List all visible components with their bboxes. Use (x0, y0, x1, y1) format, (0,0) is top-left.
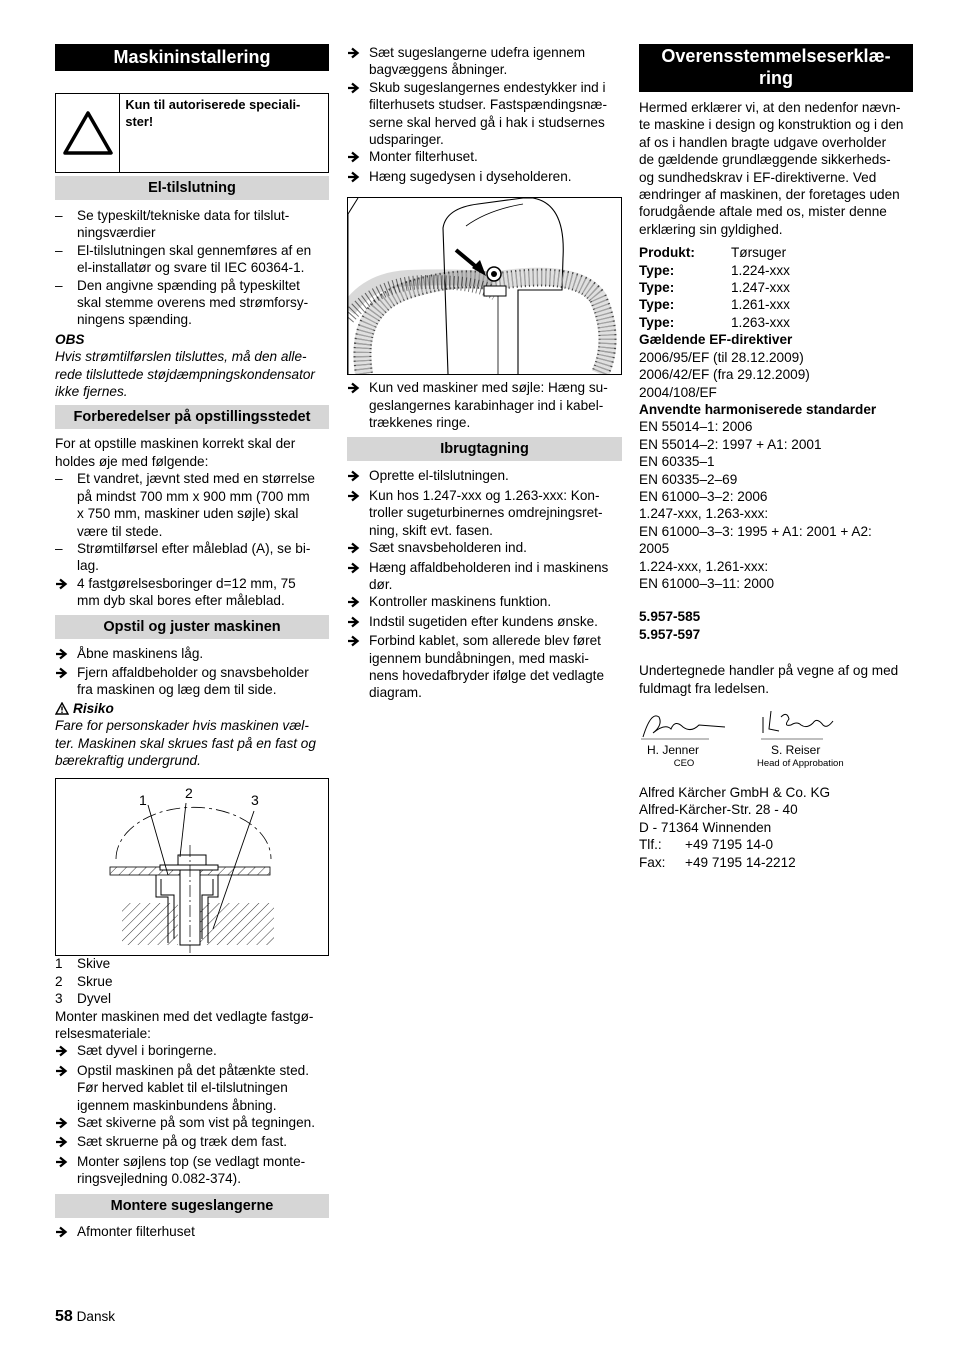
text-line: Opstil maskinen på det påtænkte sted. (77, 1062, 309, 1078)
text-line: ningsværdier (77, 225, 156, 241)
legend-number: 2 (55, 973, 63, 989)
directives-list (639, 349, 913, 401)
list-item-text (77, 1153, 305, 1188)
arrow-step (55, 1114, 329, 1133)
arrow-step (347, 168, 622, 187)
warning-box (55, 93, 329, 173)
text-line: Et vandret, jævnt sted med en størrelse (77, 471, 315, 487)
arrow-icon (347, 539, 369, 558)
legend-number: 1 (55, 956, 63, 972)
legend-text: Skrue (77, 973, 113, 989)
text-line: forudgående aftale med os, mister denne (639, 204, 887, 220)
product-key: Type: (639, 280, 675, 296)
list-item-text (77, 575, 296, 610)
dash-bullet: – (55, 277, 63, 293)
mount-steps (55, 1042, 329, 1187)
list-item-text (369, 487, 602, 539)
text-line: Hermed erklærer vi, at den nedenfor nævn- (639, 100, 901, 115)
risk-triangle-icon (55, 702, 69, 715)
list-item-text (77, 277, 308, 329)
arrow-step (347, 379, 622, 431)
warning-triangle-icon (56, 94, 120, 172)
standards-heading: Anvendte harmoniserede standarder (639, 401, 877, 417)
arrow-icon (347, 168, 369, 187)
legend-item (55, 973, 329, 990)
list-item-text (369, 613, 598, 632)
directives-heading: Gældende EF-direktiver (639, 332, 793, 348)
prep-intro (55, 435, 329, 470)
arrow-icon (55, 664, 77, 699)
text-line: ter. Maskinen skal skrues fast på en fast og (55, 735, 316, 751)
arrow-icon (347, 79, 369, 149)
product-row (639, 279, 913, 296)
text-line: EN 60335–2–69 (639, 471, 738, 487)
text-line: være til stede. (77, 523, 163, 539)
text-line: Hæng affaldbeholderen ind i maskinens (369, 559, 609, 575)
list-item-text (77, 207, 289, 242)
heading-setup-machine: Opstil og juster maskinen (55, 615, 329, 639)
arrow-step (347, 632, 622, 702)
text-line: ringsvejledning 0.082-374). (77, 1171, 241, 1187)
declaration-title-line-2: ring (759, 68, 793, 88)
hose-steps-continued (347, 44, 622, 187)
signer-role-2: Head of Approbation (757, 758, 844, 769)
company-address (639, 784, 913, 836)
signature-jenner-image (639, 707, 729, 741)
standards-list (639, 418, 913, 592)
list-item-text (369, 148, 478, 167)
legend-number: 3 (55, 991, 63, 1007)
text-line: Fare for personskader hvis maskinen væl- (55, 718, 309, 734)
text-line: 2006/42/EF (fra 29.12.2009) (639, 367, 810, 383)
text-line: af os i handlen bragte udgave overholder (639, 134, 887, 150)
text-line: ikke fjernes. (55, 384, 128, 400)
warning-text: Kun til autoriserede speciali-ster! (125, 97, 301, 129)
dash-list-item (55, 540, 329, 575)
arrow-icon (55, 1223, 77, 1242)
signer-name-2: S. Reiser (771, 743, 821, 757)
text-line: Se typeskilt/tekniske data for tilslut- (77, 208, 290, 223)
list-item-text (369, 593, 551, 612)
text-line: Afmonter filterhuset (77, 1223, 195, 1239)
heading-hoses: Montere sugeslangerne (55, 1194, 329, 1218)
figure-legend (55, 955, 329, 1007)
product-value: 1.247-xxx (731, 280, 790, 296)
product-value: 1.261-xxx (731, 297, 790, 313)
text-line: troller sugeturbinernes omdrejningsret- (369, 505, 603, 521)
arrow-step (55, 1062, 329, 1114)
text-line: diagram. (369, 685, 422, 701)
arrow-step (347, 467, 622, 486)
column-hook-step (347, 379, 622, 431)
text-line: D - 71364 Winnenden (639, 819, 772, 835)
arrow-step (55, 575, 329, 610)
list-item-text (77, 1062, 309, 1114)
text-line: Sæt skruerne på og træk dem fast. (77, 1134, 288, 1150)
arrow-icon (347, 467, 369, 486)
mount-intro (55, 1008, 329, 1043)
list-item-text (77, 1133, 287, 1152)
legend-item (55, 990, 329, 1007)
product-key: Produkt: (639, 245, 695, 261)
text-line: fuldmagt fra ledelsen. (639, 680, 769, 696)
risk-label: Risiko (73, 700, 114, 716)
text-line: x 750 mm, maskiner uden søjle) skal (77, 506, 299, 522)
arrow-step (55, 664, 329, 699)
signatures (639, 707, 913, 770)
text-line: EN 55014–2: 1997 + A1: 2001 (639, 436, 822, 452)
text-line: skal stemme overens med strømforsy- (77, 295, 309, 311)
text-line: Fjern affaldbeholder og snavsbeholder (77, 664, 309, 680)
page-footer (55, 1308, 115, 1325)
list-item-text (77, 540, 310, 575)
text-line: Kun ved maskiner med søjle: Hæng su- (369, 380, 608, 396)
text-line: Monter maskinen med det vedlagte fastgø- (55, 1008, 314, 1024)
arrow-icon (55, 1133, 77, 1152)
text-line: EN 61000–3–2: 2006 (639, 488, 768, 504)
product-key: Type: (639, 262, 675, 278)
text-line: geslangernes karabinhager ind i kabel- (369, 397, 604, 413)
el-connection-list (55, 207, 329, 329)
text-line: filterhusets studser. Fastspændingsnæ- (369, 97, 608, 113)
text-line: Den angivne spænding på typeskiltet (77, 277, 300, 293)
risk-text (55, 717, 329, 769)
commissioning-steps (347, 467, 622, 701)
text-line: på mindst 700 mm x 900 mm (700 mm (77, 488, 310, 504)
arrow-icon (347, 593, 369, 612)
column-1 (55, 44, 329, 1242)
prep-arrow-step (55, 575, 329, 610)
text-line: serne skal herved gå i hak i studsernes (369, 114, 605, 130)
declaration-title-line-1: Overensstemmelseserklæ- (661, 46, 891, 66)
arrow-step (347, 559, 622, 594)
contact-key: Fax: (639, 854, 666, 870)
arrow-step (55, 1042, 329, 1061)
text-line: Åbne maskinens låg. (77, 645, 204, 661)
arrow-step (55, 645, 329, 664)
list-item-text (77, 1114, 315, 1133)
dash-list-item (55, 470, 329, 540)
text-line: mm dyb skal bores efter måleblad. (77, 593, 285, 609)
legend-text: Dyvel (77, 991, 111, 1007)
list-item-text (369, 559, 608, 594)
page-number: 58 (55, 1308, 73, 1325)
text-line: 2006/95/EF (til 28.12.2009) (639, 349, 804, 365)
signer-role-1: CEO (673, 758, 695, 769)
text-line: igennem bundåbningen, med maski- (369, 650, 589, 666)
list-item-text (77, 664, 309, 699)
text-line: 4 fastgørelsesboringer d=12 mm, 75 (77, 575, 296, 591)
obs-text (55, 348, 329, 400)
contact-row (639, 854, 913, 871)
figure-label-1: 1 (139, 792, 147, 809)
text-line: Undertegnede handler på vegne af og med (639, 663, 899, 679)
text-line: og sundhedskrav i EF-direktiverne. Ved (639, 169, 877, 185)
arrow-icon (55, 1114, 77, 1133)
arrow-step (347, 539, 622, 558)
list-item-text (369, 539, 527, 558)
text-line: de gældende grundlæggende sikkerheds- (639, 152, 891, 168)
text-line: trækkenes ringe. (369, 415, 471, 431)
column-3 (639, 44, 913, 871)
hose-steps (55, 1223, 329, 1242)
product-value: Tørsuger (731, 245, 787, 261)
arrow-step (347, 593, 622, 612)
text-line: Hæng sugedysen i dyseholderen. (369, 168, 572, 184)
hose-figure (347, 197, 622, 375)
heading-el-connection: El-tilslutning (55, 176, 329, 200)
list-item-text (369, 632, 604, 702)
prep-dash-list (55, 470, 329, 574)
text-line: Alfred-Kärcher-Str. 28 - 40 (639, 802, 798, 818)
product-list (639, 244, 913, 331)
arrow-step (55, 1153, 329, 1188)
text-line: bærekraftig undergrund. (55, 752, 201, 768)
obs-label: OBS (55, 331, 85, 347)
text-line: ning, skift evt. fasen. (369, 522, 493, 538)
arrow-step (55, 1223, 329, 1242)
arrow-icon (347, 44, 369, 79)
text-line: holdes øje med følgende: (55, 453, 209, 469)
text-line: 2004/108/EF (639, 384, 717, 400)
text-line: EN 55014–1: 2006 (639, 419, 753, 435)
list-item-text (77, 242, 311, 277)
contact-key: Tlf.: (639, 837, 662, 853)
arrow-icon (55, 575, 77, 610)
dash-list-item (55, 242, 329, 277)
page-language: Dansk (76, 1309, 116, 1324)
text-line: Hvis strømtilførslen tilsluttes, må den alle- (55, 349, 307, 365)
list-item-text (77, 470, 315, 540)
part-number-1: 5.957-585 (639, 609, 701, 625)
text-line: EN 61000–3–3: 1995 + A1: 2001 + A2: (639, 523, 872, 539)
legend-text: Skive (77, 956, 111, 972)
arrow-icon (347, 632, 369, 702)
text-line: EN 60335–1 (639, 454, 715, 470)
text-line: Sæt sugeslangerne udefra igennem (369, 45, 586, 60)
text-line: 1.247-xxx, 1.263-xxx: (639, 506, 769, 522)
legend-item (55, 955, 329, 972)
text-line: 1.224-xxx, 1.261-xxx: (639, 558, 769, 574)
figure-label-3: 3 (251, 792, 259, 809)
list-item-text (369, 44, 585, 79)
arrow-step (55, 1133, 329, 1152)
product-row (639, 244, 913, 261)
dash-bullet: – (55, 242, 63, 258)
text-line: te maskine i design og konstruktion og i den (639, 117, 904, 133)
part-number-2: 5.957-597 (639, 626, 701, 642)
product-key: Type: (639, 297, 675, 313)
text-line: rede tilsluttede støjdæmpningskondensator (55, 366, 315, 382)
list-item-text (369, 379, 608, 431)
text-line: Sæt snavsbeholderen ind. (369, 540, 527, 556)
heading-commissioning: Ibrugtagning (347, 437, 622, 461)
product-value: 1.224-xxx (731, 262, 790, 278)
text-line: Kontroller maskinens funktion. (369, 594, 552, 610)
text-line: ændringer af maskinen, der foretages uden (639, 187, 900, 203)
arrow-step (347, 44, 622, 79)
text-line: Monter søjlens top (se vedlagt monte- (77, 1153, 306, 1169)
text-line: El-tilslutningen skal gennemføres af en (77, 242, 312, 258)
product-key: Type: (639, 314, 675, 330)
text-line: udsparinger. (369, 132, 444, 148)
list-item-text (77, 1223, 195, 1242)
product-row (639, 262, 913, 279)
text-line: Sæt skiverne på som vist på tegningen. (77, 1115, 316, 1131)
arrow-icon (55, 1062, 77, 1114)
arrow-step (347, 79, 622, 149)
text-line: 2005 (639, 541, 670, 557)
text-line: el-installatør og svare til IEC 60364-1. (77, 260, 305, 276)
text-line: igennem maskinbundens åbning. (77, 1097, 277, 1113)
text-line: For at opstille maskinen korrekt skal der (55, 436, 296, 452)
arrow-step (347, 148, 622, 167)
text-line: Oprette el-tilslutningen. (369, 468, 509, 484)
dash-bullet: – (55, 471, 63, 487)
product-row (639, 296, 913, 313)
signature-reiser-image (757, 707, 837, 741)
arrow-icon (347, 487, 369, 539)
column-2 (347, 44, 622, 702)
dash-list-item (55, 207, 329, 242)
text-line: Indstil sugetiden efter kundens ønske. (369, 613, 598, 629)
risk-heading (55, 700, 329, 717)
text-line: ningens spænding. (77, 312, 192, 328)
company-contact (639, 836, 913, 871)
product-value: 1.263-xxx (731, 314, 790, 330)
arrow-step (347, 487, 622, 539)
signer-name-1: H. Jenner (647, 743, 700, 757)
text-line: Forbind kablet, som allerede blev føret (369, 633, 601, 649)
dash-bullet: – (55, 540, 63, 556)
signature-reiser (757, 707, 844, 770)
text-line: relsesmateriale: (55, 1026, 151, 1041)
heading-site-preparation: Forberedelser på opstillingsstedet (55, 405, 329, 429)
text-line: EN 61000–3–11: 2000 (639, 575, 775, 591)
anchor-figure (55, 778, 329, 956)
list-item-text (369, 467, 509, 486)
section-title-declaration (639, 44, 913, 92)
list-item-text (77, 645, 203, 664)
text-line: lag. (77, 558, 99, 574)
list-item-text (369, 168, 572, 187)
text-line: Monter filterhuset. (369, 149, 478, 165)
text-line: Strømtilførsel efter måleblad (A), se bi- (77, 540, 311, 556)
arrow-icon (55, 645, 77, 664)
declaration-intro (639, 99, 913, 238)
dash-list-item (55, 277, 329, 329)
contact-value: +49 7195 14-2212 (685, 854, 796, 870)
text-line: bagvæggens åbninger. (369, 62, 508, 78)
text-line: Før herved kablet til el-tilslutningen (77, 1080, 288, 1096)
figure-label-2: 2 (185, 785, 193, 802)
list-item-text (77, 1042, 217, 1061)
signature-jenner (639, 707, 729, 770)
section-title-installation: Maskininstallering (55, 44, 329, 71)
arrow-icon (347, 613, 369, 632)
text-line: dør. (369, 576, 393, 592)
arrow-step (347, 613, 622, 632)
product-row (639, 314, 913, 331)
text-line: Alfred Kärcher GmbH & Co. KG (639, 785, 831, 800)
arrow-icon (347, 148, 369, 167)
text-line: Sæt dyvel i boringerne. (77, 1043, 217, 1059)
text-line: erklæring sin gyldighed. (639, 221, 783, 237)
contact-value: +49 7195 14-0 (685, 837, 774, 853)
text-line: fra maskinen og læg dem til side. (77, 682, 277, 698)
contact-row (639, 836, 913, 853)
arrow-icon (55, 1153, 77, 1188)
dash-bullet: – (55, 208, 63, 223)
arrow-icon (347, 559, 369, 594)
arrow-icon (55, 1042, 77, 1061)
signoff-text (639, 662, 913, 697)
text-line: Skub sugeslangernes endestykker ind i (369, 79, 606, 95)
text-line: nens hovedafbryder ifølge det vedlagte (369, 667, 605, 683)
list-item-text (369, 79, 607, 149)
text-line: Kun hos 1.247-xxx og 1.263-xxx: Kon- (369, 487, 600, 503)
setup-steps (55, 645, 329, 699)
arrow-icon (347, 379, 369, 431)
